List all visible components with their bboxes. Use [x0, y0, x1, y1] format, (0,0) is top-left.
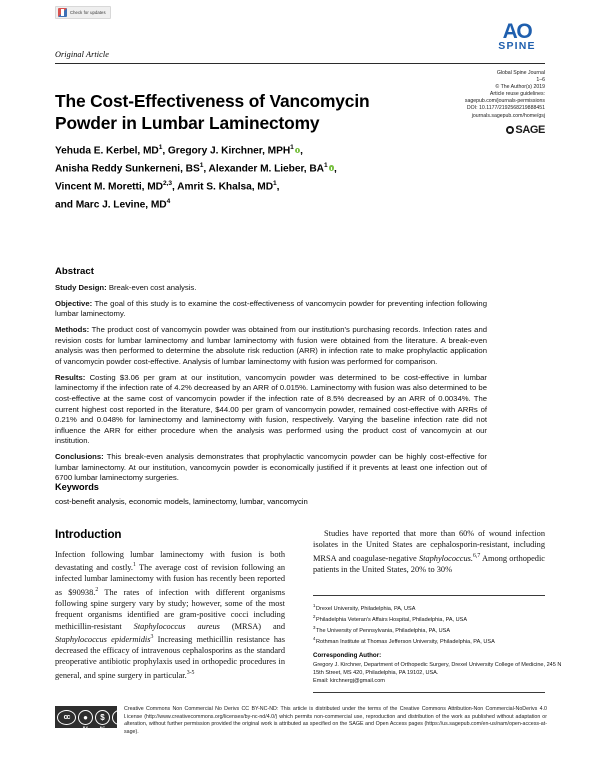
introduction-column-right: [313, 528, 545, 575]
affiliation-number: 3: [313, 625, 316, 631]
journal-name: Global Spine Journal: [496, 70, 545, 76]
corresponding-author-email[interactable]: Email: kirchnergj@gmail.com: [313, 678, 385, 685]
intro-left-ref-3: 3: [150, 633, 154, 640]
author-sunkerneni-affil: 1: [199, 161, 204, 169]
author-lieber: , Alexander M. Lieber, BA: [203, 163, 324, 175]
author-line-1: [55, 141, 475, 159]
abstract-label-objective: Objective:: [55, 298, 93, 308]
permissions-link[interactable]: sagepub.com/journals-permissions: [464, 98, 545, 105]
affiliation-text: Rothman Institute at Thomas Jefferson University, Philadelphia, PA, USA: [316, 639, 495, 646]
ao-spine-logo: [489, 22, 545, 52]
author-kirchner: , Gregory J. Kirchner, MPH: [162, 145, 291, 157]
intro-left-ref-4: 3-5: [186, 669, 195, 676]
cc-by-icon: ● BY: [78, 710, 93, 725]
license-text: Creative Commons Non Commercial No Derivs CC BY-NC-ND: This article is distributed under the terms of the Creative Commons Attribution-Non Commercial-NoDerivs 4.0 License (http://www.creativecommons.org/licenses/by-nc-nd/4.0/) which permits non-commercial use, reproduction and distribution of the work as published without adaptation or alteration, without further permission provided the original work is attributed as specified on the SAGE and Open Access pages (https://us.sagepub.com/en-us/nam/open-access-at-sage).: [124, 706, 547, 735]
introduction-paragraph-right: [313, 528, 545, 575]
orcid-icon[interactable]: [329, 165, 334, 170]
author-list: [55, 141, 475, 213]
abstract-text-results: Costing $3.06 per gram at our institution, vancomycin powder was determined to be cost-effective in lumbar laminectomy if the infection rate of 4.2% decreased by an ARR of 0.015%. Laminectomy with fusion was also determined to be cost-effective at the same cost of vancomycin powder if the infection rate of 8.5% decreased by an ARR of 0.0034%. The current highest cost reported in the literature, $44.00 per gram of vancomycin powder, remained cost-effective with ARRs of 0.21% and 0.048% for laminectomy and laminectomy with fusion, respectively. Varying the baseline infection rate did not influence the ARR for either procedure when the analysis was performed using the product cost of vancomycin at our institution.: [55, 372, 487, 446]
sage-wordmark: SAGE: [515, 124, 545, 136]
intro-left-text-4: (MRSA) and: [219, 621, 285, 631]
abstract-label-study-design: Study Design:: [55, 283, 107, 292]
abstract-section-conclusions: [55, 452, 487, 484]
footnote-divider-top: [313, 595, 545, 596]
intro-right-ref-1: 6,7: [472, 552, 481, 559]
intro-left-ref-2: 2: [95, 586, 99, 593]
affiliations-list: [313, 602, 563, 647]
article-type-label: Original Article: [55, 50, 109, 59]
corresponding-author-details: [313, 661, 563, 686]
orcid-icon[interactable]: [295, 148, 300, 153]
ao-logo-mark: AO: [502, 20, 532, 43]
keywords-list: cost-benefit analysis, economic models, laminectomy, lumbar, vancomycin: [55, 497, 308, 506]
footnote-divider-bottom: [313, 692, 545, 693]
author-line-4: [55, 195, 475, 213]
intro-left-text-1: Infection following lumbar laminectomy with fusion is both devastating and costly.: [55, 550, 285, 573]
cc-nc-icon: $ NC: [95, 710, 110, 725]
affiliation-item: [313, 613, 563, 624]
author-line-1-comma: ,: [300, 145, 303, 157]
abstract-text-objective: The goal of this study is to examine the cost-effectiveness of vancomycin powder for preventing infection following lumbar laminectomy.: [55, 298, 487, 319]
ao-logo-wordmark: SPINE: [498, 40, 536, 52]
page-range: 1–6: [536, 77, 545, 84]
affiliation-number: 2: [313, 614, 316, 620]
author-lieber-affil: 1: [323, 161, 328, 169]
keywords-heading: Keywords: [55, 482, 99, 492]
intro-left-text-2: The average cost of revision following an infected lumbar laminectomy with fusion has recently been reported as $90938.: [55, 563, 285, 597]
affiliation-text: Drexel University, Philadelphia, PA, USA: [316, 605, 416, 612]
affiliation-text: Philadelphia Veteran's Affairs Hospital, Philadelphia, PA, USA: [316, 616, 468, 623]
introduction-column-left: [55, 528, 285, 681]
introduction-paragraph-left: [55, 549, 285, 681]
author-line-2: [55, 159, 475, 177]
crossmark-badge[interactable]: [55, 6, 111, 19]
page-title: The Cost-Effectiveness of Vancomycin Powder in Lumbar Laminectomy: [55, 90, 370, 134]
abstract-body: [55, 283, 487, 489]
abstract-section-results: [55, 373, 487, 447]
author-khalsa-affil: 1: [273, 179, 277, 187]
abstract-text-methods: The product cost of vancomycin powder was obtained from our institution's purchasing records. Infection rates and revision costs for lumbar laminectomy and lumbar laminectomy with fusion were obtained from the literature. A break-even analysis was then performed to determine the absolute risk reduction (ARR) in infection rate to make prophylactic application of vancomycin powder cost-effective. Analysis of lumbar laminectomy with fusion was performed for comparison.: [55, 325, 487, 366]
intro-left-italic-2: Staphylococcus epidermidis: [55, 634, 151, 644]
author-moretti-affil: 2,3: [162, 179, 172, 187]
author-kerbel-affil: 1: [158, 144, 163, 151]
abstract-section-study-design: [55, 283, 487, 294]
author-moretti: Vincent M. Moretti, MD: [55, 181, 163, 193]
author-levine: and Marc J. Levine, MD: [55, 199, 167, 211]
sage-dot-icon: [506, 126, 515, 135]
abstract-label-conclusions: Conclusions:: [55, 452, 104, 462]
corresponding-author-address: Gregory J. Kirchner, Department of Orthopedic Surgery, Drexel University College of Medicine, 245 N 15th Street, MS 420, Philadelphia, PA 19102, USA.: [313, 662, 562, 677]
affiliation-text: The University of Pennsylvania, Philadelphia, PA, USA: [316, 628, 451, 635]
doi-line[interactable]: DOI: 10.1177/2192568219888451: [466, 105, 545, 112]
abstract-label-results: Results:: [55, 372, 86, 382]
header-divider: [55, 63, 545, 64]
reuse-guidelines-label: Article reuse guidelines:: [489, 91, 545, 98]
copyright-line: © The Author(s) 2019: [495, 84, 545, 91]
author-kirchner-affil: 1: [290, 144, 294, 151]
author-line-2-comma: ,: [334, 163, 337, 175]
author-line-3: [55, 177, 475, 195]
affiliation-number: 1: [313, 603, 316, 608]
intro-right-text-1: Studies have reported that more than 60% of wound infection isolates in the United States are cephalosporin-resistant, including MRSA and coagulase-negative: [313, 529, 545, 563]
author-line-3-comma: ,: [276, 181, 280, 193]
intro-left-ref-1: 1: [133, 562, 136, 569]
crossmark-label: Check for updates: [70, 10, 106, 15]
introduction-heading: Introduction: [55, 528, 122, 541]
abstract-text-conclusions: This break-even analysis demonstrates that prophylactic vancomycin powder can be highly cost-effective for lumbar laminectomy. At our institution, vancomycin powder is economically justified if it prevents at least one infection out of 6700 lumbar laminectomy surgeries.: [55, 452, 487, 483]
journal-home-link[interactable]: journals.sagepub.com/home/gsj: [471, 112, 545, 119]
abstract-label-methods: Methods:: [55, 325, 90, 335]
affiliation-number: 4: [313, 636, 316, 642]
abstract-text-study-design: Break-even cost analysis.: [106, 283, 197, 292]
author-sunkerneni: Anisha Reddy Sunkerneni, BS: [55, 163, 200, 175]
author-kerbel: Yehuda E. Kerbel, MD: [55, 145, 159, 157]
corresponding-author-heading: Corresponding Author:: [313, 652, 382, 659]
cc-icon: cc: [57, 710, 76, 725]
cc-nd-icon: = ND: [112, 710, 127, 725]
abstract-section-methods: [55, 325, 487, 367]
creative-commons-badge-icon: [55, 706, 123, 730]
intro-right-italic-1: Staphylococcus.: [418, 553, 473, 563]
affiliation-item: [313, 624, 563, 635]
author-khalsa: , Amrit S. Khalsa, MD: [171, 181, 274, 193]
intro-left-italic-1: Staphylococcus aureus: [133, 621, 220, 631]
abstract-section-objective: [55, 299, 487, 320]
intro-right-text-2: Among orthopedic patients in the United States, 20% to 30%: [313, 553, 545, 574]
affiliation-item: [313, 635, 563, 646]
license-block: [55, 706, 547, 736]
author-levine-affil: 4: [166, 197, 171, 205]
intro-left-text-3: The rates of infection with different organisms following spine surgery vary by study; however, some of the most frequent organisms identified are gram-positive cocci including methicillin-resistant: [55, 587, 285, 631]
abstract-heading: Abstract: [55, 266, 94, 277]
crossmark-icon: [58, 8, 67, 17]
intro-left-text-5: Increasing methicillin resistance has decreased the efficacy of intravenous cephalosporins as the standard preoperative antibiotic prophylaxis used in orthopedic procedures in general, and spine surgery in particular.: [55, 634, 285, 680]
affiliation-item: [313, 602, 563, 613]
sage-logo: [506, 124, 545, 136]
